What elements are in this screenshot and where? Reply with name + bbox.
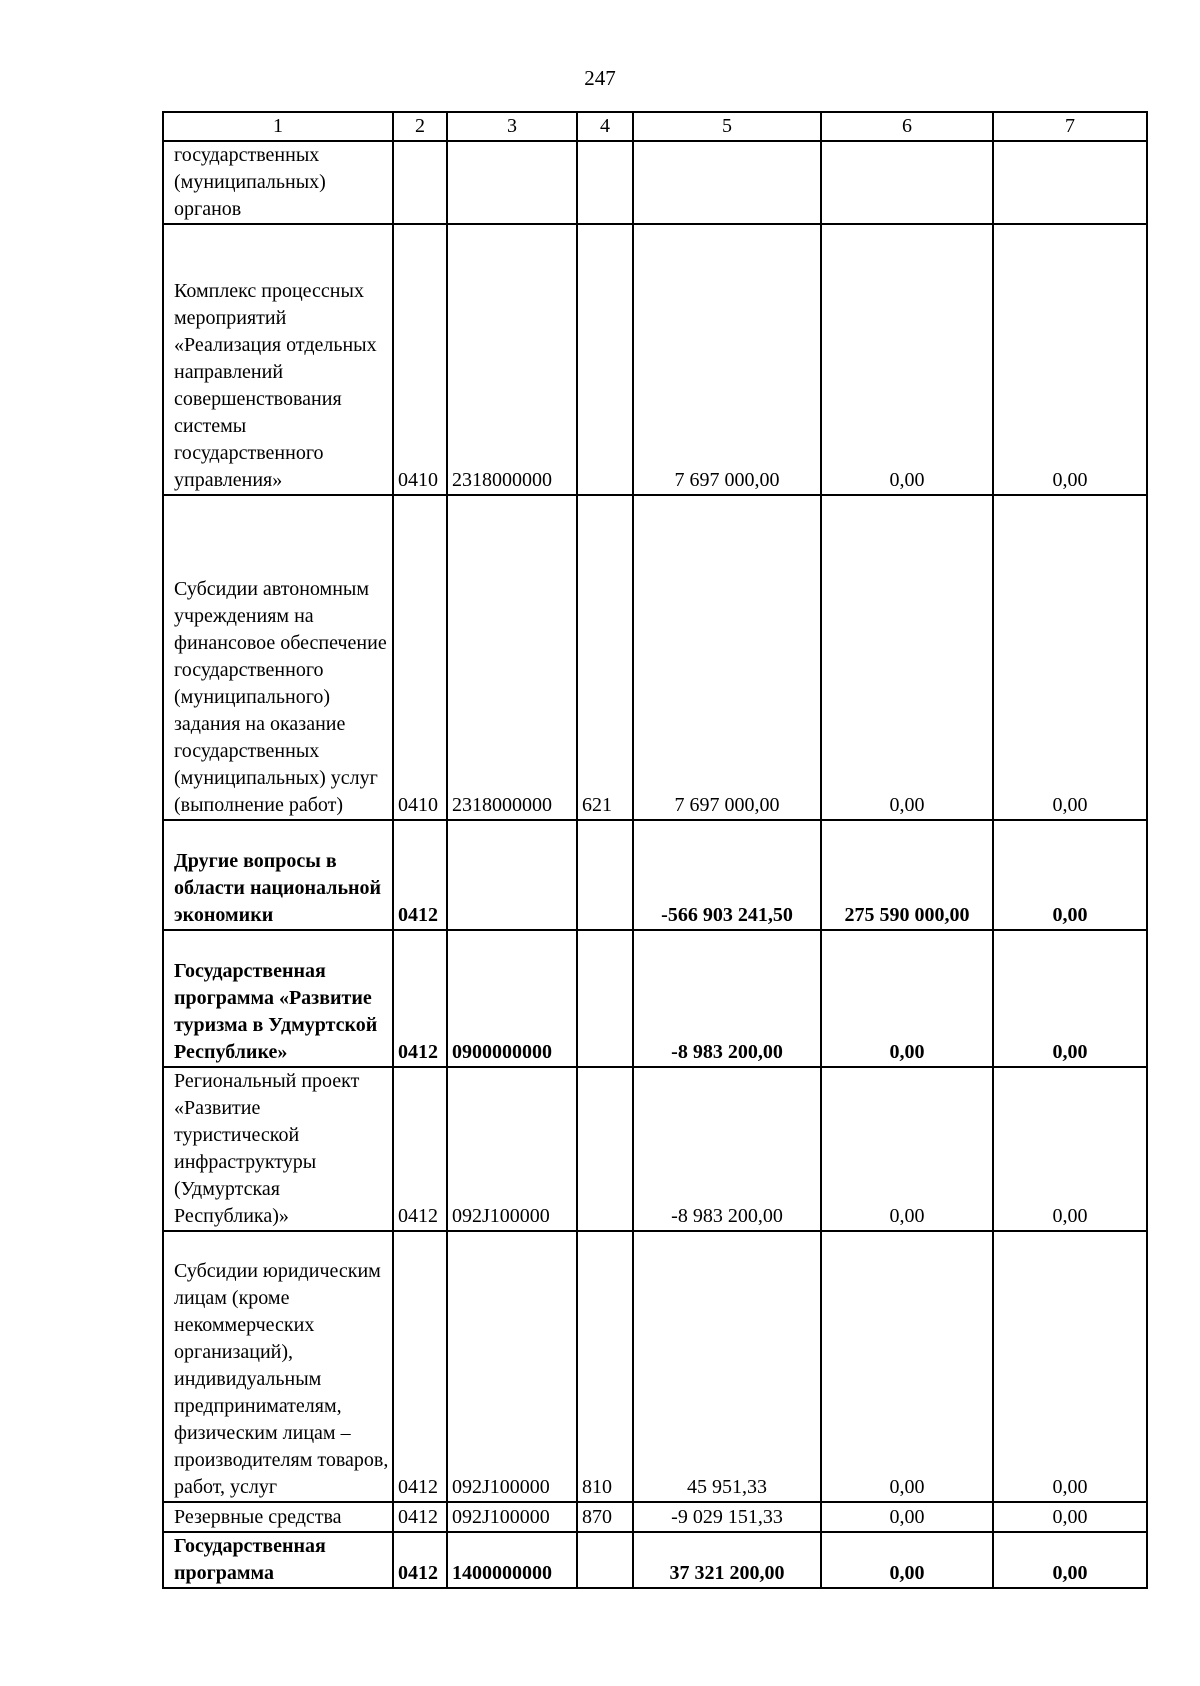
row-section-code: 0412 [393,1231,447,1502]
row-expense-type [577,930,633,1067]
row-col5-value: 7 697 000,00 [633,495,821,820]
row-name: Комплекс процессных мероприятий «Реализация отдельных направлений совершенствования системы государственного управления» [163,224,393,495]
row-section-code: 0412 [393,1532,447,1588]
row-col5-value: -8 983 200,00 [633,930,821,1067]
row-section-code: 0410 [393,495,447,820]
row-col6-value: 275 590 000,00 [821,820,993,930]
row-target-code: 092J100000 [447,1502,577,1532]
row-col6-value: 0,00 [821,495,993,820]
budget-table [162,111,1148,1589]
row-name: Субсидии автономным учреждениям на финансовое обеспечение государственного (муниципального) задания на оказание государственных (муниципальных) услуг (выполнение работ) [163,495,393,820]
row-col5-value: -9 029 151,33 [633,1502,821,1532]
row-section-code [393,141,447,224]
row-col7-value: 0,00 [993,495,1147,820]
row-expense-type: 870 [577,1502,633,1532]
row-name: Другие вопросы в области национальной экономики [163,820,393,930]
row-expense-type [577,224,633,495]
row-col6-value: 0,00 [821,224,993,495]
table-row [163,495,1147,820]
row-col7-value: 0,00 [993,820,1147,930]
table-row [163,141,1147,224]
table-row [163,1067,1147,1231]
row-name: Резервные средства [163,1502,393,1532]
row-target-code: 092J100000 [447,1067,577,1231]
row-col6-value [821,141,993,224]
row-target-code: 0900000000 [447,930,577,1067]
row-name: Государственная программа [163,1532,393,1588]
row-section-code: 0412 [393,1067,447,1231]
row-expense-type [577,141,633,224]
row-expense-type [577,1067,633,1231]
table-row [163,1502,1147,1532]
row-target-code [447,141,577,224]
row-section-code: 0410 [393,224,447,495]
row-target-code: 2318000000 [447,224,577,495]
row-col6-value: 0,00 [821,1067,993,1231]
row-expense-type: 810 [577,1231,633,1502]
row-col6-value: 0,00 [821,1502,993,1532]
row-name: Государственная программа «Развитие туризма в Удмуртской Республике» [163,930,393,1067]
row-col6-value: 0,00 [821,1532,993,1588]
row-section-code: 0412 [393,930,447,1067]
row-name: государственных (муниципальных) органов [163,141,393,224]
page-number: 247 [584,66,616,90]
row-name: Региональный проект «Развитие туристической инфраструктуры (Удмуртская Республика)» [163,1067,393,1231]
row-col7-value: 0,00 [993,1231,1147,1502]
header-col-3: 3 [447,112,577,141]
header-col-5: 5 [633,112,821,141]
header-col-7: 7 [993,112,1147,141]
row-col5-value: -8 983 200,00 [633,1067,821,1231]
row-col5-value: 37 321 200,00 [633,1532,821,1588]
table-row [163,1231,1147,1502]
row-col7-value: 0,00 [993,1532,1147,1588]
row-col6-value: 0,00 [821,930,993,1067]
table-row [163,820,1147,930]
row-col7-value [993,141,1147,224]
row-section-code: 0412 [393,1502,447,1532]
row-name: Субсидии юридическим лицам (кроме некоммерческих организаций), индивидуальным предпринимателям, физическим лицам – производителям товаров, работ, услуг [163,1231,393,1502]
row-col5-value [633,141,821,224]
header-col-1: 1 [163,112,393,141]
row-expense-type [577,820,633,930]
row-target-code: 2318000000 [447,495,577,820]
row-expense-type: 621 [577,495,633,820]
row-col7-value: 0,00 [993,1502,1147,1532]
row-col7-value: 0,00 [993,224,1147,495]
row-col5-value: 45 951,33 [633,1231,821,1502]
row-target-code [447,820,577,930]
row-col6-value: 0,00 [821,1231,993,1502]
row-col7-value: 0,00 [993,930,1147,1067]
row-col7-value: 0,00 [993,1067,1147,1231]
row-target-code: 1400000000 [447,1532,577,1588]
table-row [163,930,1147,1067]
table-header-row [163,112,1147,141]
row-col5-value: -566 903 241,50 [633,820,821,930]
row-expense-type [577,1532,633,1588]
row-col5-value: 7 697 000,00 [633,224,821,495]
row-section-code: 0412 [393,820,447,930]
header-col-2: 2 [393,112,447,141]
table-row [163,224,1147,495]
header-col-6: 6 [821,112,993,141]
row-target-code: 092J100000 [447,1231,577,1502]
table-row [163,1532,1147,1588]
header-col-4: 4 [577,112,633,141]
